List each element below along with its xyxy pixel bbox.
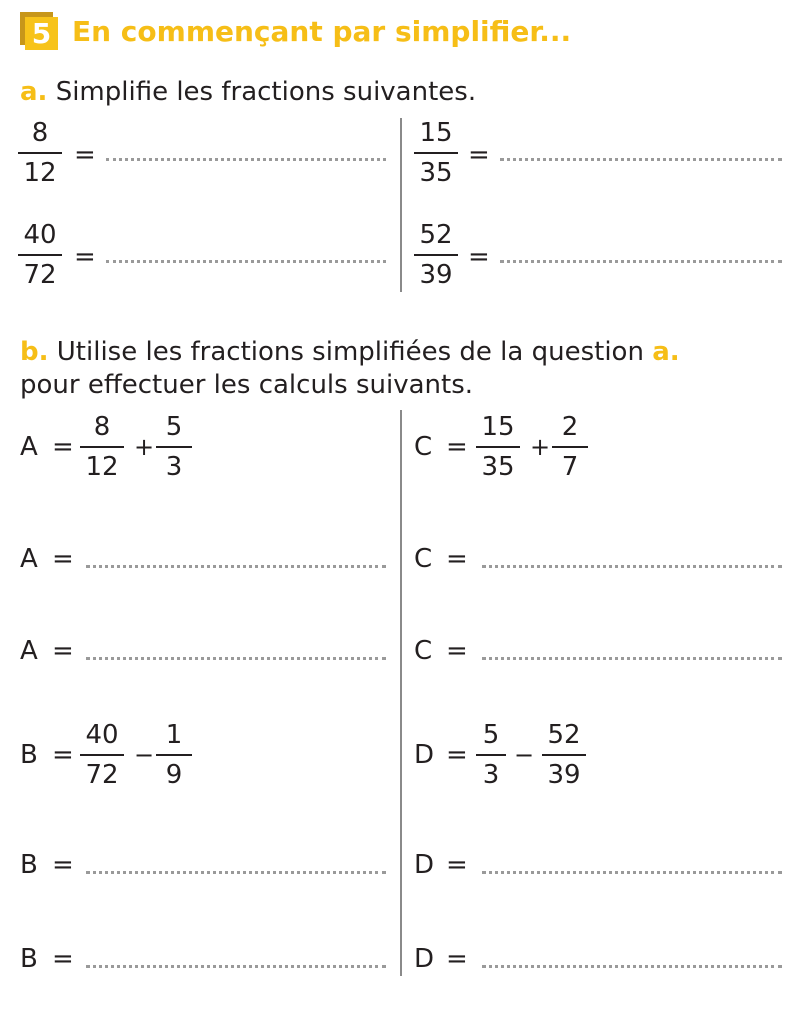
numerator: 52 [419,220,453,250]
answer-b-label: B [20,850,38,880]
answer-c-label: C [414,544,433,574]
column-divider-a [400,118,402,292]
fraction-bar [414,152,458,154]
fraction-15-35 [414,118,458,188]
equals-sign: = [446,432,468,462]
denominator: 12 [85,452,119,482]
equals-sign: = [468,242,490,272]
fraction-bar [80,446,124,448]
fraction-bar [414,254,458,256]
part-a-heading [20,75,476,109]
fraction-40-72 [80,720,124,790]
fraction-bar [18,152,62,154]
exercise-number: 5 [25,17,58,50]
part-b-ref-letter: a. [652,337,680,367]
numerator: 40 [23,220,57,250]
numerator: 8 [93,412,111,442]
fraction-bar [80,754,124,756]
equals-sign: = [52,636,74,666]
part-b-letter: b. [20,337,49,367]
denominator: 3 [165,452,183,482]
answer-d-label: D [414,944,435,974]
equals-sign: = [74,242,96,272]
fraction-1-9 [156,720,192,790]
answer-line-d-step2[interactable] [482,965,782,968]
equals-sign: = [74,140,96,170]
answer-line-b-step2[interactable] [86,965,386,968]
answer-line-c-step2[interactable] [482,657,782,660]
fraction-bar [476,446,520,448]
numerator: 5 [165,412,183,442]
denominator: 72 [23,260,57,290]
denominator: 35 [481,452,515,482]
fraction-2-7 [552,412,588,482]
fraction-5-3 [156,412,192,482]
numerator: 52 [547,720,581,750]
fraction-8-12 [80,412,124,482]
fraction-15-35 [476,412,520,482]
plus-sign: + [530,433,551,461]
answer-a-label: A [20,636,38,666]
equals-sign: = [52,740,74,770]
numerator: 1 [165,720,183,750]
answer-line-a-step1[interactable] [86,565,386,568]
plus-sign: + [134,433,155,461]
fraction-bar [156,754,192,756]
equals-sign: = [446,740,468,770]
answer-d-label: D [414,850,435,880]
part-a-letter: a. [20,77,48,107]
minus-sign: − [134,741,155,769]
denominator: 35 [419,158,453,188]
fraction-40-72 [18,220,62,290]
exercise-title: En commençant par simplifier... [72,15,572,48]
equals-sign: = [52,544,74,574]
fraction-5-3 [476,720,506,790]
equals-sign: = [446,544,468,574]
column-divider-b [400,410,402,976]
answer-a-label: A [20,544,38,574]
numerator: 8 [31,118,49,148]
denominator: 39 [547,760,581,790]
denominator: 7 [561,452,579,482]
part-a-instruction: Simplifie les fractions suivantes. [55,77,477,107]
answer-line-a-step2[interactable] [86,657,386,660]
equals-sign: = [446,944,468,974]
part-b-instruction-2: pour effectuer les calculs suivants. [20,370,474,400]
fraction-bar [156,446,192,448]
numerator: 2 [561,412,579,442]
minus-sign: − [514,741,535,769]
equals-sign: = [52,850,74,880]
equals-sign: = [52,432,74,462]
fraction-8-12 [18,118,62,188]
fraction-bar [542,754,586,756]
equals-sign: = [52,944,74,974]
answer-line-a4[interactable] [500,260,782,263]
expression-a-label: A [20,432,38,462]
fraction-52-39 [414,220,458,290]
denominator: 12 [23,158,57,188]
answer-line-a2[interactable] [500,158,782,161]
answer-b-label: B [20,944,38,974]
part-b-heading-line1 [20,335,680,369]
fraction-bar [476,754,506,756]
denominator: 9 [165,760,183,790]
numerator: 40 [85,720,119,750]
numerator: 15 [481,412,515,442]
equals-sign: = [468,140,490,170]
equals-sign: = [446,850,468,880]
answer-line-b-step1[interactable] [86,871,386,874]
answer-line-c-step1[interactable] [482,565,782,568]
fraction-bar [18,254,62,256]
numerator: 15 [419,118,453,148]
answer-line-a3[interactable] [106,260,386,263]
expression-d-label: D [414,740,435,770]
equals-sign: = [446,636,468,666]
denominator: 3 [482,760,500,790]
expression-b-label: B [20,740,38,770]
answer-c-label: C [414,636,433,666]
answer-line-a1[interactable] [106,158,386,161]
answer-line-d-step1[interactable] [482,871,782,874]
denominator: 39 [419,260,453,290]
expression-c-label: C [414,432,433,462]
part-b-instruction-1: Utilise les fractions simplifiées de la question [56,337,644,367]
exercise-number-badge [20,12,58,50]
fraction-bar [552,446,588,448]
numerator: 5 [482,720,500,750]
fraction-52-39 [542,720,586,790]
denominator: 72 [85,760,119,790]
